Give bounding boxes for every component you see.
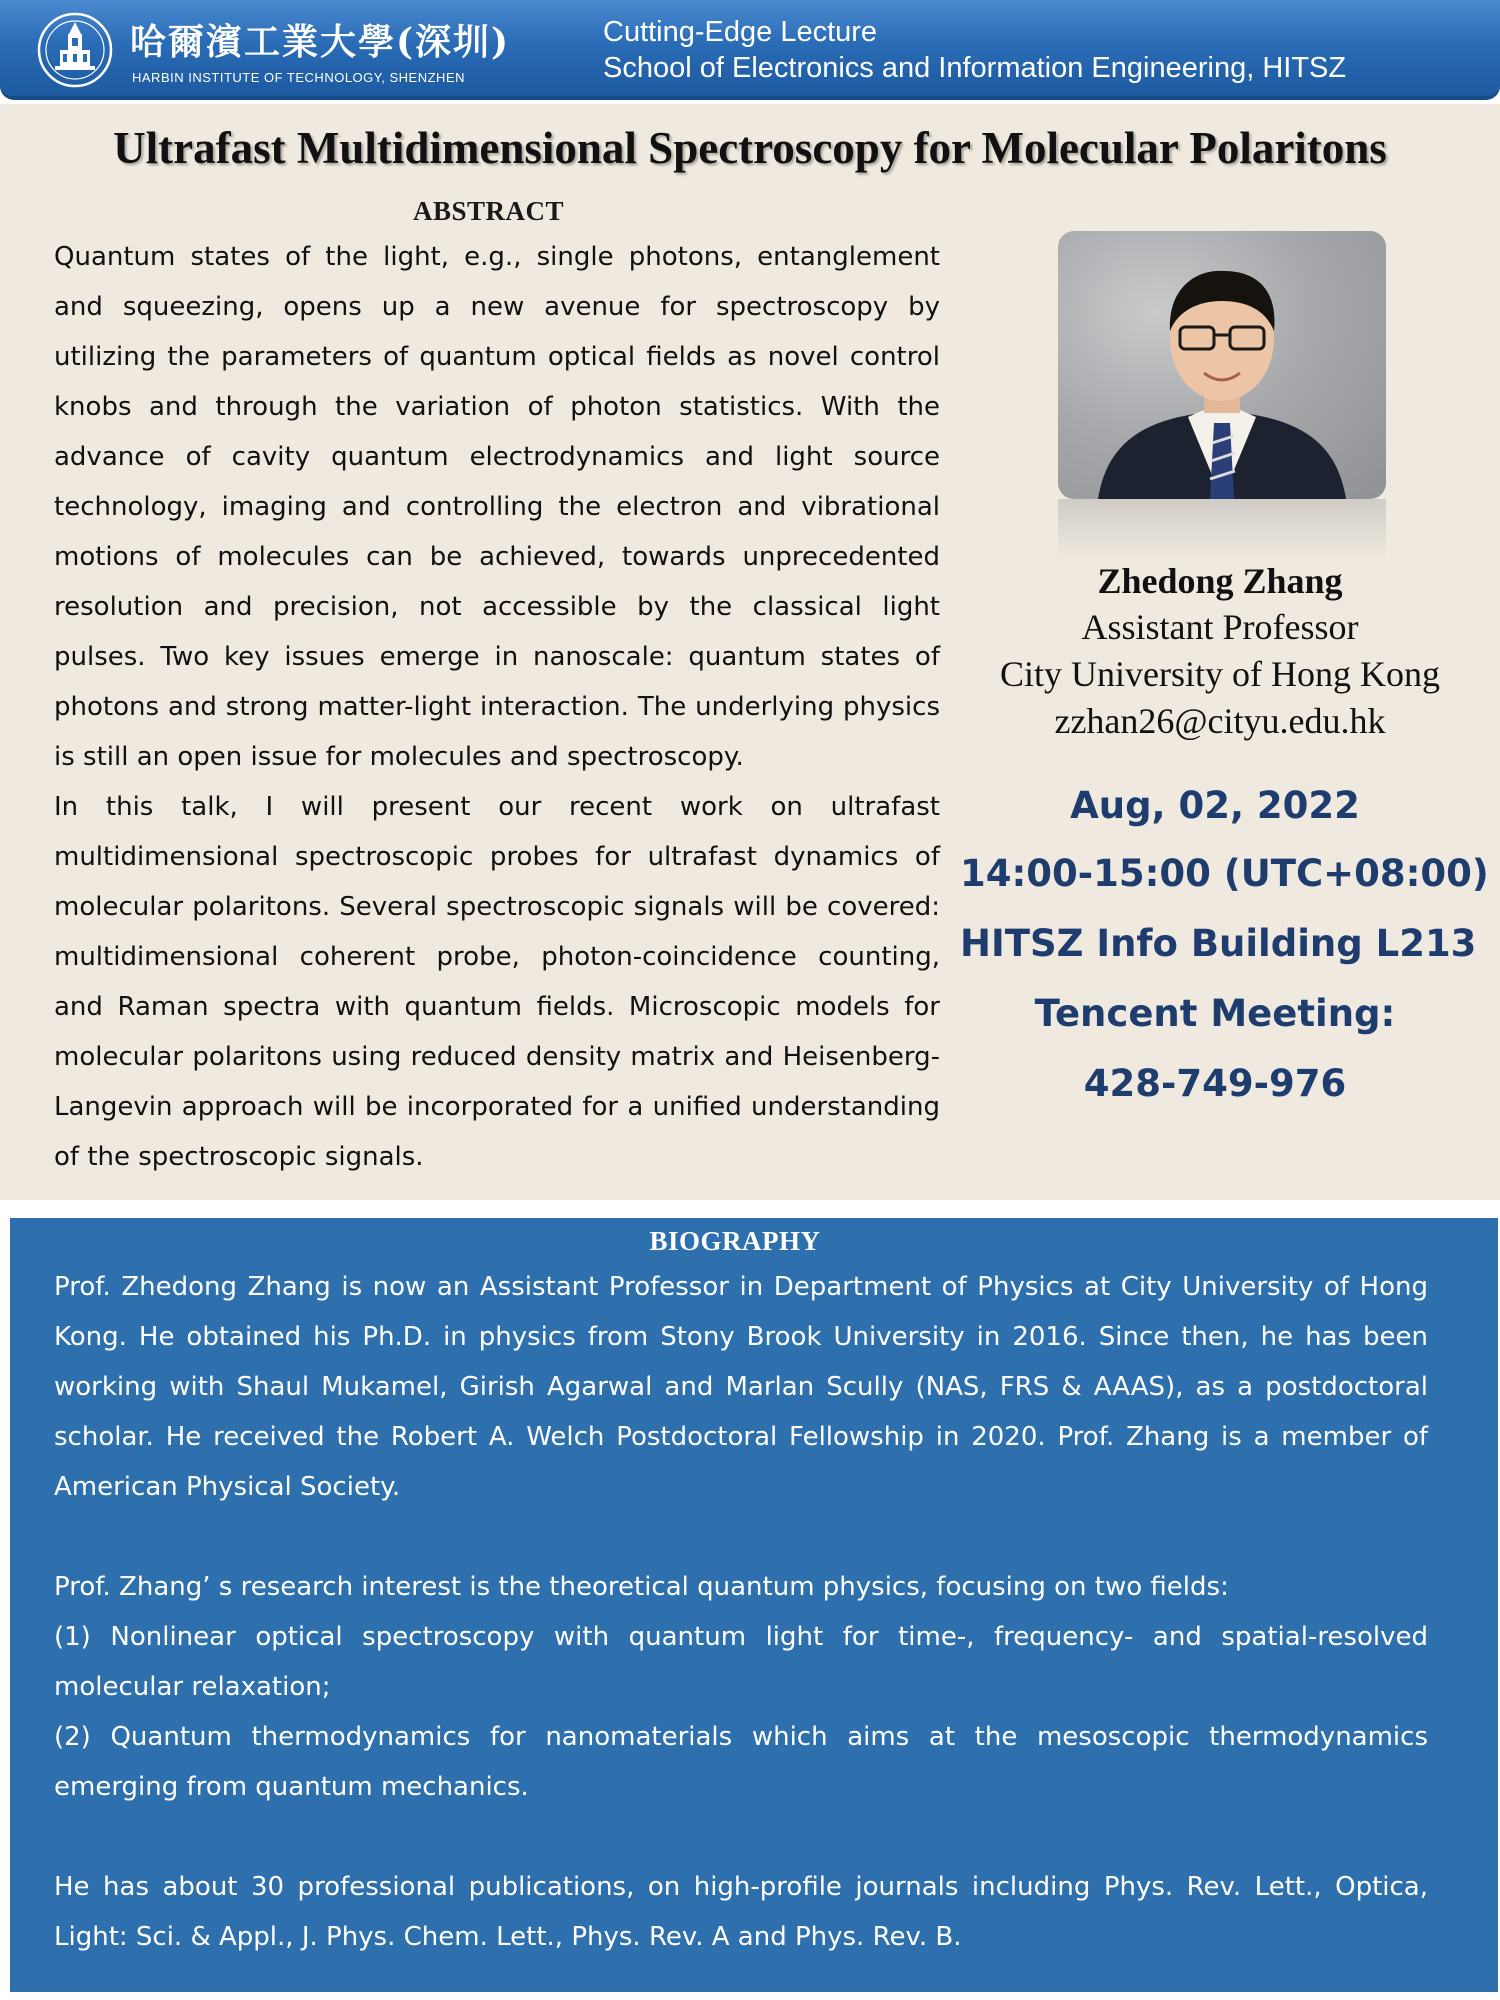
- speaker-portrait-icon: [1058, 231, 1386, 499]
- biography-paragraph: Prof. Zhedong Zhang is now an Assistant Professor in Department of Physics at City University of Hong Kong. He obtained his Ph.D. in physics from Stony Brook University in 2016. Since then, he has been working with Shaul Mukamel, Girish Agarwal and Marlan Scully (NAS, FRS & AAAS), as a postdoctoral scholar. He received the Robert A. Welch Postdoctoral Fellowship in 2020. Prof. Zhang is a member of American Physical Society.: [54, 1272, 1428, 1502]
- header-banner: [0, 0, 1500, 100]
- header-text: [603, 14, 1346, 86]
- event-date: Aug, 02, 2022: [1070, 784, 1360, 827]
- event-venue: HITSZ Info Building L213: [960, 922, 1477, 965]
- meeting-label: Tencent Meeting:: [1034, 992, 1396, 1035]
- event-time: 14:00-15:00 (UTC+08:00): [960, 852, 1489, 895]
- biography-text: [54, 1262, 1428, 1962]
- logo-english-name: HARBIN INSTITUTE OF TECHNOLOGY, SHENZHEN: [132, 70, 466, 85]
- lecture-title: Ultrafast Multidimensional Spectroscopy for Molecular Polaritons: [113, 123, 1387, 173]
- meeting-id: 428-749-976: [1083, 1062, 1347, 1105]
- abstract-section: [0, 104, 1500, 1200]
- speaker-position: Assistant Professor: [1081, 607, 1359, 647]
- school-name: School of Electronics and Information Engineering, HITSZ: [603, 52, 1347, 84]
- abstract-heading: ABSTRACT: [413, 196, 565, 226]
- logo-chinese-name: 哈爾濱工業大學(深圳): [130, 21, 511, 63]
- biography-paragraph: Prof. Zhang’ s research interest is the theoretical quantum physics, focusing on two fields:: [54, 1572, 1229, 1602]
- speaker-name: Zhedong Zhang: [1097, 561, 1343, 601]
- photo-reflection: [1058, 499, 1386, 559]
- research-field-item: (1) Nonlinear optical spectroscopy with quantum light for time-, frequency- and spatial-resolved molecular relaxation;: [54, 1622, 1428, 1702]
- biography-section: [10, 1218, 1498, 1992]
- speaker-photo: [1058, 231, 1386, 499]
- biography-paragraph: He has about 30 professional publications, on high-profile journals including Phys. Rev. Lett., Optica, Light: Sci. & Appl., J. Phys. Chem. Lett., Phys. Rev. A and Phys. Rev. B.: [54, 1872, 1428, 1952]
- abstract-text: [54, 232, 940, 1182]
- abstract-paragraph: In this talk, I will present our recent work on ultrafast multidimensional spectroscopic probes for ultrafast dynamics of molecular polaritons. Several spectroscopic signals will be covered: multidimensional coherent probe, photon-coincidence counting, and Raman spectra with quantum fields. Microscopic models for molecular polaritons using reduced density matrix and Heisenberg-Langevin approach will be incorporated for a unified understanding of the spectroscopic signals.: [54, 792, 940, 1172]
- research-field-item: (2) Quantum thermodynamics for nanomaterials which aims at the mesoscopic thermodynamics emerging from quantum mechanics.: [54, 1722, 1428, 1802]
- lecture-series-label: Cutting-Edge Lecture: [603, 16, 878, 48]
- university-emblem-icon: [30, 10, 120, 90]
- abstract-paragraph: Quantum states of the light, e.g., single photons, entanglement and squeezing, opens up a new avenue for spectroscopy by utilizing the parameters of quantum optical fields as novel control knobs and through the variation of photon statistics. With the advance of cavity quantum electrodynamics and light source technology, imaging and controlling the electron and vibrational motions of molecules can be achieved, towards unprecedented resolution and precision, not accessible by the classical light pulses. Two key issues emerge in nanoscale: quantum states of photons and strong matter-light interaction. The underlying physics is still an open issue for molecules and spectroscopy.: [54, 242, 940, 772]
- biography-heading: BIOGRAPHY: [649, 1226, 821, 1256]
- speaker-affiliation: City University of Hong Kong: [1000, 654, 1440, 694]
- speaker-email: zzhan26@cityu.edu.hk: [1054, 701, 1386, 741]
- university-logo: [30, 10, 511, 90]
